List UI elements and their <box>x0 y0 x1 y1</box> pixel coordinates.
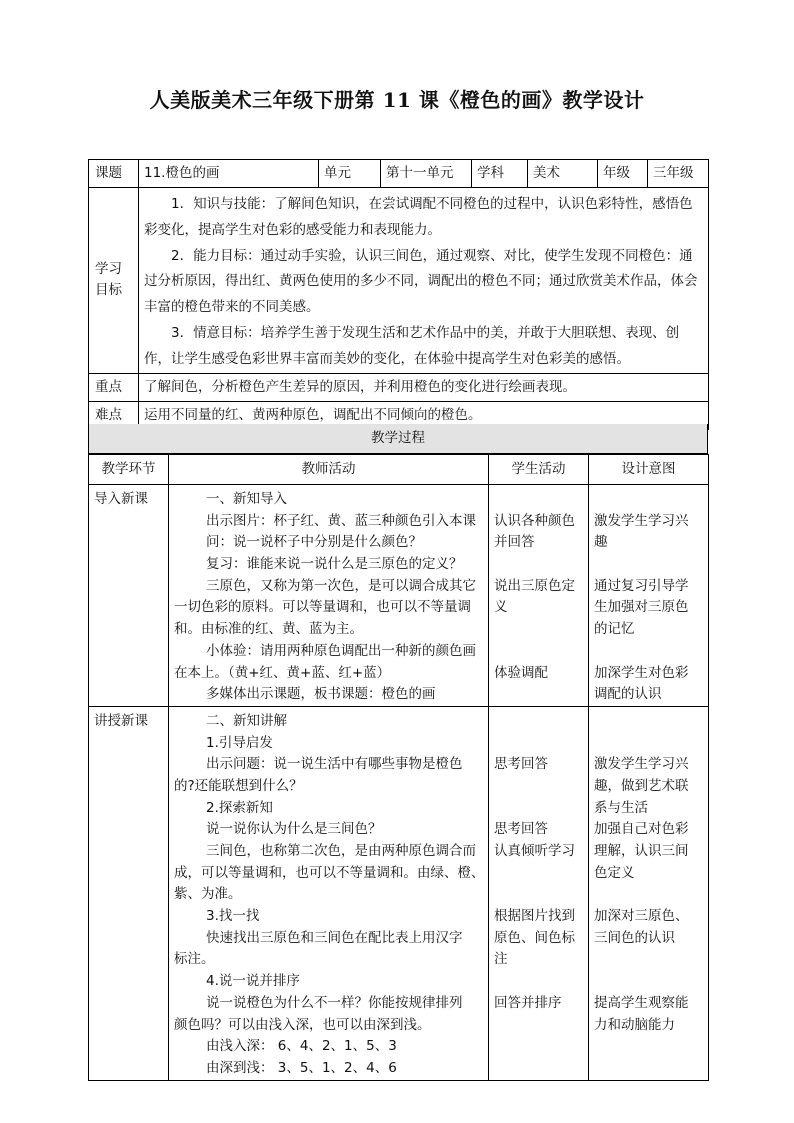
text-line: 快速找出三原色和三间色在配比表上用汉字 <box>206 929 463 946</box>
text-line: 三间色的认识 <box>594 929 675 946</box>
text-line: 趣，做到艺术联 <box>594 777 689 794</box>
text-line: 理解，认识三间 <box>594 843 689 859</box>
text-line: 通过复习引导学 <box>594 577 689 594</box>
text-line: 系与生活 <box>594 799 648 816</box>
text-line: 复习：谁能来说一说什么是三原色的定义？ <box>206 556 463 573</box>
text-line: 注 <box>494 951 508 968</box>
text-line: 和。由标准的红、黄、蓝为主。 <box>174 621 363 638</box>
text-line: 三原色，又称为第一次色，是可以调合成其它 <box>206 577 476 594</box>
grade-value: 三年级 <box>648 160 709 188</box>
goal-emotion: 3．情意目标：培养学生善于发现生活和艺术作品中的美，并敢于大胆联想、表现、创作，让学生感受色彩世界丰富而美妙的变化，在体验中提高学生对色彩美的感悟。 <box>144 324 680 367</box>
text-line: 颜色吗？可以由浅入深，也可以由深到浅。 <box>174 1016 431 1033</box>
text-line: 提高学生观察能 <box>594 994 689 1011</box>
text-line: 的记忆 <box>594 621 635 638</box>
text-line: 加深对三原色、 <box>594 908 689 925</box>
subject-value: 美术 <box>528 160 598 188</box>
text-line: 出示图片：杯子红、黄、蓝三种颜色引入本课 <box>206 512 476 529</box>
text-line: 标注。 <box>174 951 215 968</box>
lecture-teacher-activity <box>169 706 489 1080</box>
text-line: 色定义 <box>594 864 635 881</box>
intro-row <box>89 485 709 707</box>
text-line: 一切色彩的原料。可以等量调和，也可以不等量调 <box>174 599 471 616</box>
text-line: 义 <box>494 599 508 616</box>
text-line: 认真倾听学习 <box>494 843 575 859</box>
text-line: 说出三原色定 <box>494 577 575 594</box>
lesson-value: 11.橙色的画 <box>139 160 319 188</box>
text-line: 思考回答 <box>494 756 548 773</box>
text-line: 生加强对三原色 <box>594 599 689 616</box>
text-line: 说一说橙色为什么不一样？你能按规律排列 <box>206 994 463 1011</box>
text-line: 体验调配 <box>494 664 548 681</box>
process-column-headers <box>89 455 709 485</box>
key-point-label: 重点 <box>89 373 139 401</box>
text-line: 加深学生对色彩 <box>594 664 689 681</box>
text-line: 4.说一说并排序 <box>206 973 300 990</box>
lecture-design-intent <box>589 706 709 1080</box>
unit-value: 第十一单元 <box>381 160 472 188</box>
text-line: 出示问题：说一说生活中有哪些事物是橙色 <box>206 756 463 773</box>
lesson-label: 课题 <box>89 160 139 188</box>
goals-row <box>89 188 709 374</box>
col-header-intent: 设计意图 <box>589 455 709 485</box>
text-line: 的?还能联想到什么？ <box>174 777 303 794</box>
text-line: 3.找一找 <box>206 908 260 925</box>
text-line: 多媒体出示课题，板书课题：橙色的画 <box>206 686 436 703</box>
text-line: 成，可以等量调和，也可以不等量调和。由绿、橙、 <box>174 864 485 881</box>
unit-label: 单元 <box>319 160 381 188</box>
text-line: 由浅入深： 6、4、2、1、5、3 <box>206 1038 397 1055</box>
intro-stage: 导入新课 <box>89 485 169 707</box>
text-line: 说一说你认为什么是三间色？ <box>206 821 382 838</box>
text-line: 小体验：请用两种原色调配出一种新的颜色画 <box>206 642 476 659</box>
intro-teacher-activity <box>169 485 489 707</box>
text-line: 在本上。（黄+红、黄+蓝、红+蓝） <box>174 664 391 681</box>
text-line: 加强自己对色彩 <box>594 821 689 838</box>
page-title: 人美版美术三年级下册第 11 课《橙色的画》教学设计 <box>149 88 645 112</box>
goal-knowledge: 1．知识与技能：了解间色知识，在尝试调配不同橙色的过程中，认识色彩特性，感悟色彩变化，提高学生对色彩的感受能力和表现能力。 <box>144 196 693 238</box>
subject-label: 学科 <box>472 160 528 188</box>
text-line: 激发学生学习兴 <box>594 512 689 529</box>
text-line: 根据图片找到 <box>494 908 575 925</box>
lecture-stage: 讲授新课 <box>89 706 169 1080</box>
lecture-student-activity <box>489 706 589 1080</box>
text-line: 认识各种颜色 <box>494 512 575 529</box>
goal-ability: 2．能力目标：通过动手实验，认识三间色，通过观察、对比，使学生发现不同橙色：通过分析原因，得出红、黄两色使用的多少不同，调配出的橙色不同；通过欣赏美术作品，体会丰富的橙色带来的不同美感。 <box>144 247 698 316</box>
grade-label: 年级 <box>598 160 648 188</box>
info-row <box>89 160 709 188</box>
text-line: 原色、间色标 <box>494 929 575 946</box>
text-line: 问：说一说杯子中分别是什么颜色？ <box>206 534 422 551</box>
text-line: 调配的认识 <box>594 686 662 703</box>
text-line: 2.探索新知 <box>206 799 273 816</box>
lecture-row <box>89 706 709 1080</box>
col-header-teacher: 教师活动 <box>169 455 489 485</box>
difficulty-label: 难点 <box>89 401 139 429</box>
col-header-student: 学生活动 <box>489 455 589 485</box>
text-line: 紫、为准。 <box>174 886 242 903</box>
difficulty-value: 运用不同量的红、黄两种原色，调配出不同倾向的橙色。 <box>139 401 709 429</box>
text-line: 并回答 <box>494 534 535 551</box>
text-line: 由深到浅： 3、5、1、2、4、6 <box>206 1059 397 1076</box>
intro-design-intent <box>589 485 709 707</box>
text-line: 三间色，也称第二次色，是由两种原色调合而 <box>206 843 476 859</box>
intro-student-activity <box>489 485 589 707</box>
key-point-row <box>89 373 709 401</box>
text-line: 激发学生学习兴 <box>594 756 689 773</box>
teaching-process-table <box>88 454 709 1081</box>
text-line: 回答并排序 <box>494 994 562 1011</box>
col-header-stage: 教学环节 <box>89 455 169 485</box>
text-line: 思考回答 <box>494 821 548 838</box>
text-line: 1.引导启发 <box>206 734 273 751</box>
goals-content <box>139 188 709 374</box>
goals-label: 学习 目标 <box>89 188 139 374</box>
text-line: 力和动脑能力 <box>594 1016 675 1033</box>
process-header: 教学过程 <box>88 424 708 454</box>
key-point-value: 了解间色，分析橙色产生差异的原因，并利用橙色的变化进行绘画表现。 <box>139 373 709 401</box>
text-line: 二、新知讲解 <box>206 712 287 729</box>
text-line: 一、新知导入 <box>206 491 287 507</box>
lesson-info-table <box>88 159 709 430</box>
text-line: 趣 <box>594 534 608 551</box>
